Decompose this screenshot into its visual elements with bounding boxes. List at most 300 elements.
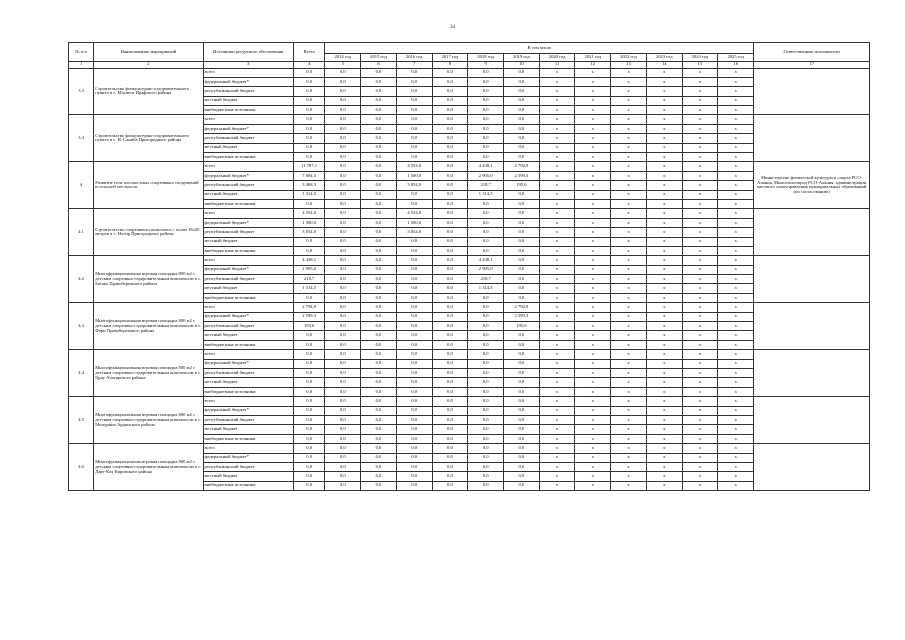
- value-year: 0,0: [361, 340, 397, 349]
- row-number: 4: [69, 162, 94, 209]
- value-year: 0,0: [325, 134, 361, 143]
- value-year: 0,0: [504, 106, 540, 115]
- row-number: 4.2: [69, 256, 94, 303]
- value-year: 0,0: [432, 350, 468, 359]
- funding-source: республиканский бюджет: [203, 87, 293, 96]
- col-header-year: 2021 год: [575, 54, 611, 62]
- value-year: 0,0: [504, 199, 540, 208]
- value-year: 0,0: [432, 397, 468, 406]
- value-total: 0,0: [293, 331, 325, 340]
- value-year: 0,0: [432, 293, 468, 302]
- value-year: х: [575, 415, 611, 424]
- value-year: х: [539, 350, 575, 359]
- value-total: 0,0: [293, 237, 325, 246]
- value-year: х: [718, 378, 754, 387]
- value-year: х: [539, 218, 575, 227]
- value-year: 0,0: [361, 265, 397, 274]
- value-year: х: [718, 444, 754, 453]
- value-year: х: [539, 406, 575, 415]
- value-year: 0,0: [432, 181, 468, 190]
- value-year: х: [611, 303, 647, 312]
- value-year: х: [718, 153, 754, 162]
- value-year: 195,6: [504, 322, 540, 331]
- value-year: х: [575, 77, 611, 86]
- value-year: х: [539, 369, 575, 378]
- value-year: х: [611, 369, 647, 378]
- value-year: 0,0: [468, 77, 504, 86]
- value-year: х: [682, 359, 718, 368]
- value-year: х: [575, 246, 611, 255]
- value-year: х: [575, 275, 611, 284]
- value-total: 0,0: [293, 481, 325, 490]
- value-year: х: [682, 425, 718, 434]
- value-year: х: [539, 303, 575, 312]
- value-year: 0,0: [468, 434, 504, 443]
- value-year: х: [539, 68, 575, 77]
- value-year: х: [682, 397, 718, 406]
- value-year: х: [718, 481, 754, 490]
- value-year: х: [575, 303, 611, 312]
- value-year: 0,0: [504, 406, 540, 415]
- value-year: х: [611, 284, 647, 293]
- value-total: 0,0: [293, 378, 325, 387]
- value-year: 0,0: [468, 68, 504, 77]
- value-year: 0,0: [468, 199, 504, 208]
- col-header-year: 2022 год: [611, 54, 647, 62]
- funding-source: всего: [203, 256, 293, 265]
- value-year: 0,0: [396, 387, 432, 396]
- value-year: х: [646, 106, 682, 115]
- value-year: х: [611, 322, 647, 331]
- value-year: х: [539, 124, 575, 133]
- value-year: х: [646, 397, 682, 406]
- value-year: 0,0: [396, 293, 432, 302]
- value-year: х: [646, 143, 682, 152]
- value-year: 0,0: [432, 444, 468, 453]
- value-year: 0,0: [468, 209, 504, 218]
- value-year: 0,0: [361, 162, 397, 171]
- value-year: 0,0: [325, 228, 361, 237]
- value-year: х: [682, 472, 718, 481]
- responsible-executors: Министерство физической культуры и спорта РСО-Алания, Минсельхозпрод РСО-Алания, администрации местного самоуправления муниципальных образований (по согласованию): [754, 162, 870, 209]
- value-year: х: [718, 303, 754, 312]
- value-year: х: [682, 181, 718, 190]
- value-year: 0,0: [504, 415, 540, 424]
- value-total: 4 554,0: [293, 209, 325, 218]
- value-year: х: [646, 444, 682, 453]
- value-year: 0,0: [396, 284, 432, 293]
- value-year: 0,0: [468, 237, 504, 246]
- value-year: х: [682, 190, 718, 199]
- value-year: 0,0: [432, 322, 468, 331]
- value-year: х: [539, 190, 575, 199]
- value-year: х: [718, 322, 754, 331]
- value-year: х: [718, 162, 754, 171]
- value-year: 0,0: [432, 359, 468, 368]
- value-year: х: [682, 124, 718, 133]
- value-year: х: [611, 453, 647, 462]
- value-year: х: [682, 303, 718, 312]
- value-year: 218,7: [468, 275, 504, 284]
- column-number: 13: [611, 62, 647, 69]
- value-year: 0,0: [361, 453, 397, 462]
- value-year: х: [539, 434, 575, 443]
- value-year: 0,0: [325, 293, 361, 302]
- value-year: 0,0: [432, 275, 468, 284]
- value-year: х: [718, 124, 754, 133]
- table-row: [69, 68, 870, 77]
- value-total: 0,0: [293, 96, 325, 105]
- value-year: 0,0: [361, 425, 397, 434]
- value-year: х: [575, 350, 611, 359]
- funding-source: внебюджетные источники: [203, 481, 293, 490]
- value-year: 0,0: [468, 124, 504, 133]
- value-year: 0,0: [396, 425, 432, 434]
- value-year: 0,0: [325, 68, 361, 77]
- table-row: [69, 303, 870, 312]
- value-year: 1 314,5: [468, 190, 504, 199]
- column-number: 17: [754, 62, 870, 69]
- value-year: 0,0: [504, 378, 540, 387]
- value-year: х: [539, 171, 575, 180]
- col-header-num: № п/п: [69, 43, 94, 62]
- value-year: 0,0: [325, 331, 361, 340]
- funding-source: всего: [203, 209, 293, 218]
- value-year: х: [611, 312, 647, 321]
- value-year: 0,0: [432, 284, 468, 293]
- responsible-executors: [754, 115, 870, 162]
- value-year: 0,0: [468, 293, 504, 302]
- value-year: х: [611, 143, 647, 152]
- value-year: 0,0: [468, 218, 504, 227]
- value-year: х: [718, 143, 754, 152]
- value-year: х: [611, 115, 647, 124]
- funding-source: местный бюджет: [203, 143, 293, 152]
- value-year: 0,0: [361, 303, 397, 312]
- column-number: 11: [539, 62, 575, 69]
- row-number: 4.4: [69, 350, 94, 397]
- value-year: 0,0: [468, 359, 504, 368]
- value-year: 0,0: [396, 350, 432, 359]
- value-year: х: [539, 115, 575, 124]
- value-year: 0,0: [504, 462, 540, 471]
- value-year: х: [539, 134, 575, 143]
- funding-source: всего: [203, 350, 293, 359]
- value-year: х: [539, 153, 575, 162]
- value-year: х: [611, 387, 647, 396]
- table-row: [69, 444, 870, 453]
- value-year: х: [718, 284, 754, 293]
- value-year: х: [575, 387, 611, 396]
- value-year: х: [611, 397, 647, 406]
- value-year: 0,0: [361, 209, 397, 218]
- value-year: 0,0: [432, 143, 468, 152]
- value-year: х: [682, 293, 718, 302]
- table-row: [69, 209, 870, 218]
- value-year: х: [611, 406, 647, 415]
- value-year: 0,0: [396, 77, 432, 86]
- value-year: х: [646, 350, 682, 359]
- value-total: 0,0: [293, 350, 325, 359]
- column-number: 7: [396, 62, 432, 69]
- value-year: 0,0: [504, 265, 540, 274]
- event-name: Строительство спортивного комплекса с залом 18х30 метров в с. Ногир Пригородного района: [94, 209, 203, 256]
- funding-source: внебюджетные источники: [203, 106, 293, 115]
- value-year: 0,0: [325, 143, 361, 152]
- value-year: 0,0: [468, 96, 504, 105]
- row-number: 4.6: [69, 444, 94, 491]
- value-year: 0,0: [396, 265, 432, 274]
- value-year: 0,0: [361, 275, 397, 284]
- value-year: 0,0: [396, 124, 432, 133]
- value-year: х: [611, 77, 647, 86]
- value-year: 0,0: [325, 378, 361, 387]
- value-year: х: [575, 434, 611, 443]
- column-number: 1: [69, 62, 94, 69]
- value-year: 0,0: [468, 143, 504, 152]
- value-year: 2 794,9: [504, 303, 540, 312]
- value-year: 0,0: [361, 256, 397, 265]
- value-year: х: [718, 181, 754, 190]
- value-year: 0,0: [468, 106, 504, 115]
- value-year: х: [611, 96, 647, 105]
- funding-source: федеральный бюджет*: [203, 265, 293, 274]
- value-year: х: [646, 425, 682, 434]
- value-year: х: [718, 387, 754, 396]
- funding-source: федеральный бюджет*: [203, 312, 293, 321]
- table-row: [69, 256, 870, 265]
- value-year: 0,0: [396, 275, 432, 284]
- value-year: 0,0: [504, 143, 540, 152]
- col-header-including: В том числе: [325, 43, 754, 54]
- value-year: х: [682, 96, 718, 105]
- funding-source: внебюджетные источники: [203, 153, 293, 162]
- value-year: 0,0: [504, 134, 540, 143]
- funding-source: республиканский бюджет: [203, 369, 293, 378]
- value-year: х: [682, 106, 718, 115]
- col-header-year: 2017 год: [432, 54, 468, 62]
- event-name: Развитие сети плоскостных спортивных сооружений в сельской местности: [94, 162, 203, 209]
- value-year: х: [718, 265, 754, 274]
- table-row: [69, 115, 870, 124]
- row-number: 4.3: [69, 303, 94, 350]
- value-year: 4 438,1: [468, 256, 504, 265]
- value-year: 0,0: [325, 181, 361, 190]
- funding-source: республиканский бюджет: [203, 134, 293, 143]
- value-year: х: [539, 265, 575, 274]
- value-year: 0,0: [361, 434, 397, 443]
- value-year: 0,0: [432, 378, 468, 387]
- value-year: х: [682, 171, 718, 180]
- funding-source: республиканский бюджет: [203, 462, 293, 471]
- value-year: 0,0: [361, 293, 397, 302]
- value-total: 0,0: [293, 293, 325, 302]
- value-year: 0,0: [504, 96, 540, 105]
- value-year: 0,0: [504, 444, 540, 453]
- value-year: 4 554,0: [396, 209, 432, 218]
- value-year: х: [718, 434, 754, 443]
- value-year: х: [682, 322, 718, 331]
- value-year: х: [682, 453, 718, 462]
- value-year: 0,0: [396, 415, 432, 424]
- value-year: х: [718, 369, 754, 378]
- value-year: х: [682, 369, 718, 378]
- value-year: х: [539, 378, 575, 387]
- funding-source: внебюджетные источники: [203, 434, 293, 443]
- value-year: х: [646, 284, 682, 293]
- value-year: 0,0: [396, 331, 432, 340]
- value-year: 0,0: [432, 162, 468, 171]
- value-year: 0,0: [504, 275, 540, 284]
- value-year: х: [575, 444, 611, 453]
- funding-source: федеральный бюджет*: [203, 359, 293, 368]
- event-name: Многофункциональная игровая площадка 800 м2 с детским спортивно-оздоровительным комплексом в с. Мичурино Ардонского района: [94, 397, 203, 444]
- value-year: 0,0: [468, 115, 504, 124]
- value-year: 0,0: [504, 153, 540, 162]
- value-year: х: [718, 77, 754, 86]
- value-year: х: [682, 275, 718, 284]
- value-year: 0,0: [468, 322, 504, 331]
- value-year: 0,0: [396, 340, 432, 349]
- value-year: х: [539, 322, 575, 331]
- value-total: 0,0: [293, 199, 325, 208]
- value-year: 218,7: [468, 181, 504, 190]
- value-year: 0,0: [504, 481, 540, 490]
- value-year: 0,0: [396, 369, 432, 378]
- value-total: 1 500,0: [293, 218, 325, 227]
- value-year: х: [539, 415, 575, 424]
- value-year: 0,0: [325, 444, 361, 453]
- value-year: 0,0: [396, 397, 432, 406]
- value-year: 0,0: [432, 472, 468, 481]
- value-year: 0,0: [325, 425, 361, 434]
- value-year: 0,0: [432, 340, 468, 349]
- value-year: 0,0: [361, 378, 397, 387]
- value-year: 0,0: [361, 350, 397, 359]
- funding-source: внебюджетные источники: [203, 387, 293, 396]
- value-year: 0,0: [468, 387, 504, 396]
- value-year: 0,0: [361, 406, 397, 415]
- value-year: 0,0: [396, 303, 432, 312]
- col-header-total: Всего: [293, 43, 325, 62]
- value-year: х: [539, 481, 575, 490]
- value-year: 0,0: [361, 472, 397, 481]
- value-year: 0,0: [468, 312, 504, 321]
- funding-source: местный бюджет: [203, 378, 293, 387]
- funding-source: федеральный бюджет*: [203, 77, 293, 86]
- value-year: х: [646, 434, 682, 443]
- value-year: х: [539, 87, 575, 96]
- value-year: х: [575, 340, 611, 349]
- value-year: х: [718, 246, 754, 255]
- value-total: 0,0: [293, 387, 325, 396]
- value-year: х: [682, 387, 718, 396]
- value-year: х: [611, 87, 647, 96]
- value-year: 0,0: [504, 237, 540, 246]
- value-year: 0,0: [504, 340, 540, 349]
- value-year: 0,0: [325, 124, 361, 133]
- funding-source: федеральный бюджет*: [203, 453, 293, 462]
- value-year: х: [682, 434, 718, 443]
- value-total: 0,0: [293, 415, 325, 424]
- value-year: х: [646, 303, 682, 312]
- value-year: х: [718, 293, 754, 302]
- value-year: х: [575, 453, 611, 462]
- value-year: х: [611, 68, 647, 77]
- value-year: 0,0: [504, 284, 540, 293]
- value-year: х: [682, 199, 718, 208]
- row-number: 4.1: [69, 209, 94, 256]
- value-total: 0,0: [293, 359, 325, 368]
- value-year: х: [611, 209, 647, 218]
- value-year: 0,0: [325, 171, 361, 180]
- value-year: 0,0: [361, 96, 397, 105]
- value-year: х: [575, 190, 611, 199]
- value-year: 0,0: [504, 115, 540, 124]
- value-year: 2 794,9: [504, 162, 540, 171]
- value-year: 0,0: [396, 68, 432, 77]
- value-year: х: [575, 369, 611, 378]
- value-year: х: [611, 359, 647, 368]
- value-year: 2 599,3: [504, 171, 540, 180]
- value-year: х: [646, 134, 682, 143]
- value-year: х: [718, 472, 754, 481]
- value-year: 0,0: [325, 162, 361, 171]
- value-year: 0,0: [396, 472, 432, 481]
- value-year: х: [646, 340, 682, 349]
- value-year: х: [646, 462, 682, 471]
- value-year: х: [682, 481, 718, 490]
- funding-source: республиканский бюджет: [203, 228, 293, 237]
- value-year: х: [646, 181, 682, 190]
- value-year: 0,0: [432, 106, 468, 115]
- value-year: 0,0: [361, 312, 397, 321]
- value-total: 0,0: [293, 444, 325, 453]
- value-year: 0,0: [396, 444, 432, 453]
- value-year: 0,0: [325, 190, 361, 199]
- value-year: 0,0: [325, 406, 361, 415]
- value-year: 0,0: [504, 397, 540, 406]
- value-year: х: [539, 162, 575, 171]
- value-year: х: [611, 331, 647, 340]
- value-total: 3 468,3: [293, 181, 325, 190]
- value-year: 0,0: [504, 124, 540, 133]
- value-year: х: [539, 453, 575, 462]
- value-year: х: [539, 77, 575, 86]
- value-year: 0,0: [432, 387, 468, 396]
- value-year: х: [539, 256, 575, 265]
- responsible-executors: [754, 256, 870, 303]
- value-year: х: [682, 256, 718, 265]
- value-year: 0,0: [361, 124, 397, 133]
- value-year: х: [646, 387, 682, 396]
- value-year: 0,0: [361, 218, 397, 227]
- value-total: 0,0: [293, 87, 325, 96]
- value-year: 0,0: [432, 425, 468, 434]
- value-year: х: [718, 453, 754, 462]
- value-year: 0,0: [325, 275, 361, 284]
- value-year: х: [646, 246, 682, 255]
- value-year: 0,0: [325, 322, 361, 331]
- value-year: 195,6: [504, 181, 540, 190]
- value-year: х: [611, 472, 647, 481]
- value-year: х: [646, 87, 682, 96]
- value-year: х: [575, 171, 611, 180]
- value-year: 0,0: [504, 68, 540, 77]
- table-body: [69, 68, 870, 491]
- value-year: х: [611, 228, 647, 237]
- value-year: 0,0: [325, 415, 361, 424]
